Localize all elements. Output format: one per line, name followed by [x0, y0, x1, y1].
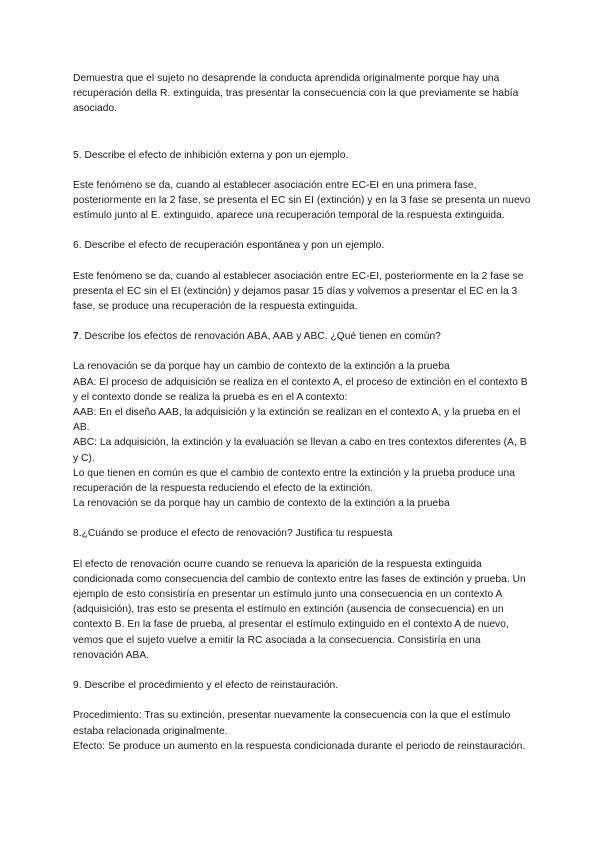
- question-7-number: 7: [73, 331, 79, 343]
- question-7-text: . Describe los efectos de renovación ABA, AAB y ABC. ¿Qué tienen en común?: [78, 331, 441, 343]
- answer-7-line: La renovación se da porque hay un cambio de contexto de la extinción a la prueba: [73, 498, 450, 510]
- intro-paragraph: Demuestra que el sujeto no desaprende la conducta aprendida originalmente porque hay una recuperación della R. extinguida, tras presentar la consecuencia con la que previamente se había asociado.: [73, 73, 519, 115]
- question-8: 8.¿Cuándo se produce el efecto de renovación? Justifica tu respuesta: [73, 528, 393, 540]
- answer-9-line: Procedimiento: Tras su extinción, presentar nuevamente la consecuencia con la que el estímulo estaba relacionada originalmente.: [73, 710, 511, 737]
- answer-7-line: ABA: El proceso de adquisición se realiza en el contexto A, el proceso de extinción en el contexto B y el contexto donde se realiza la prueba es en el A contexto:: [73, 376, 528, 403]
- answer-7-line: La renovación se da porque hay un cambio de contexto de la extinción a la prueba: [73, 361, 450, 373]
- answer-6: Este fenómeno se da, cuando al establecer asociación entre EC-EI, posteriormente en la 2 fase se presenta el EC sin el EI (extinción) y dejamos pasar 15 días y volvemos a presentar el EC en la 3 fase, se produce una recuperación de la respuesta extinguida.: [73, 270, 524, 313]
- answer-9-line: Efecto: Se produce un aumento en la respuesta condicionada durante el periodo de reinstauración.: [73, 740, 526, 752]
- answer-7-line: AAB: En el diseño AAB, la adquisición y la extinción se realizan en el contexto A, y la prueba en el AB.: [73, 407, 521, 434]
- question-5: 5. Describe el efecto de inhibición externa y pon un ejemplo.: [73, 149, 349, 161]
- question-7: [73, 329, 533, 344]
- answer-9: [73, 708, 533, 754]
- answer-8: El efecto de renovación ocurre cuando se renueva la aparición de la respuesta extinguida condicionada como consecuencia del cambio de contexto entre las fases de extinción y prueba. Un ejemplo de esto consistiría en presentar un estímulo junto una consecuencia en un contexto A (adquisición), tras esto se presenta el estímulo en extinción (ausencia de consecuencia) en un contexto B. En la fase de prueba, al presentar el estímulo extinguido en el contexto A de nuevo, vemos que el sujeto vuelve a emitir la RC asociada a la consecuencia. Consistiría en una renovación ABA.: [73, 558, 526, 661]
- document-page: [73, 71, 533, 754]
- question-6: 6. Describe el efecto de recuperación espontánea y pon un ejemplo.: [73, 240, 385, 252]
- question-9: 9. Describe el procedimiento y el efecto de reinstauración.: [73, 680, 339, 692]
- answer-7-line: ABC: La adquisición, la extinción y la evaluación se llevan a cabo en tres contextos diferentes (A, B y C).: [73, 437, 527, 464]
- answer-7-line: Lo que tienen en común es que el cambio de contexto entre la extinción y la prueba produce una recuperación de la respuesta reduciendo el efecto de la extinción.: [73, 467, 515, 495]
- answer-5: Este fenómeno se da, cuando al establecer asociación entre EC-EI en una primera fase, posteriormente en la 2 fase, se presenta el EC sin EI (extinción) y en la 3 fase se presenta un nuevo estímulo junto al E. extinguido, aparece una recuperación temporal de la respuesta extinguida.: [73, 179, 531, 222]
- answer-7: [73, 359, 533, 511]
